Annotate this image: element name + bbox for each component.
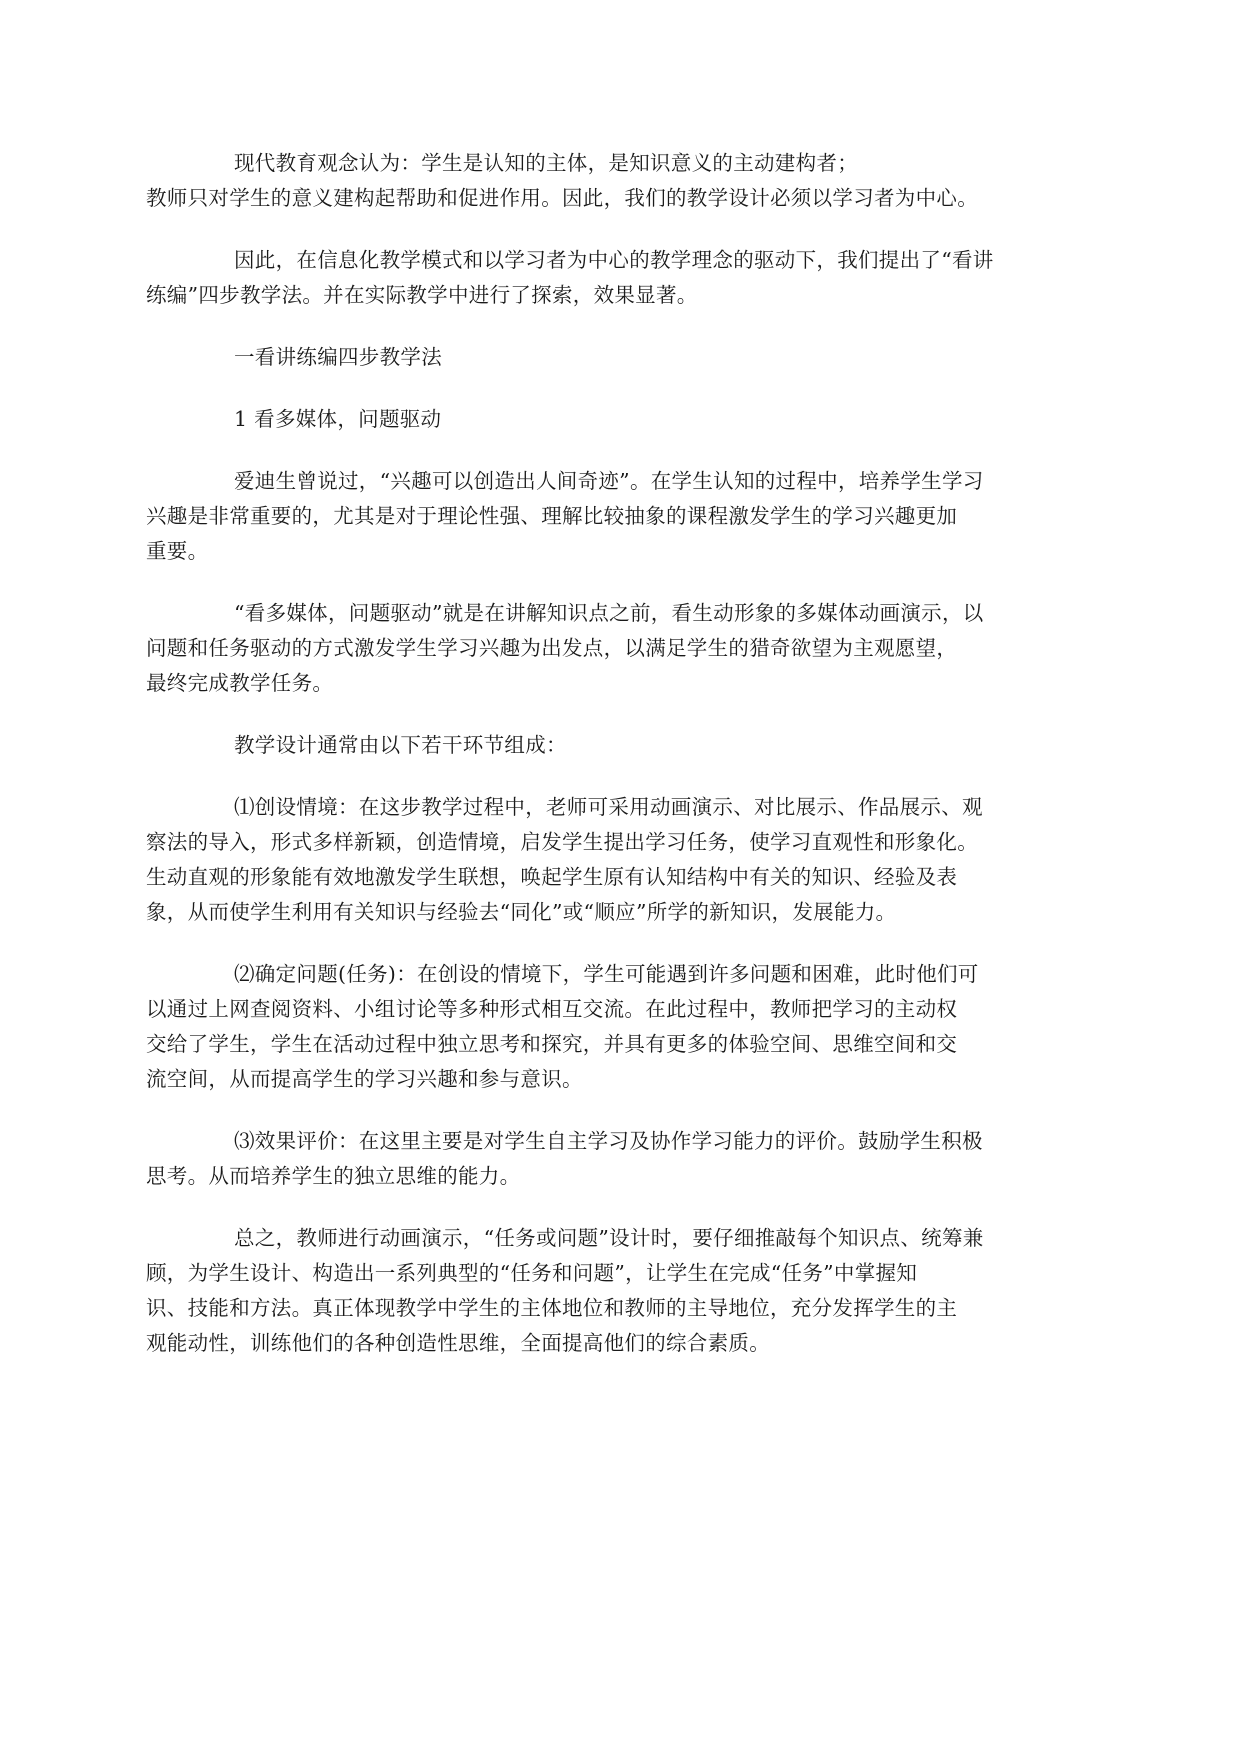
paragraph-conclusion [146, 1221, 1050, 1361]
paragraph-intro [146, 146, 1050, 216]
text-line: 爱迪生曾说过，“兴趣可以创造出人间奇迹”。在学生认知的过程中，培养学生学习 [234, 469, 984, 493]
paragraph-step-3 [146, 1124, 1050, 1194]
subsection-heading [190, 402, 1050, 437]
section-heading [190, 340, 1050, 375]
text-line: 观能动性，训练他们的各种创造性思维，全面提高他们的综合素质。 [146, 1331, 770, 1355]
text-line: 一看讲练编四步教学法 [234, 345, 442, 369]
document-body [146, 146, 1050, 1388]
text-line: 以通过上网查阅资料、小组讨论等多种形式相互交流。在此过程中，教师把学习的主动权 [146, 997, 958, 1021]
text-line: 因此，在信息化教学模式和以学习者为中心的教学理念的驱动下，我们提出了“看讲 [234, 248, 994, 272]
paragraph-step-1 [146, 790, 1050, 930]
text-line: 重要。 [146, 539, 209, 563]
text-line: 教师只对学生的意义建构起帮助和促进作用。因此，我们的教学设计必须以学习者为中心。 [146, 186, 978, 210]
text-line: 练编”四步教学法。并在实际教学中进行了探索，效果显著。 [146, 283, 698, 307]
paragraph-multimedia-driven [146, 596, 1050, 701]
text-line: 象，从而使学生利用有关知识与经验去“同化”或“顺应”所学的新知识，发展能力。 [146, 900, 897, 924]
paragraph-edison-quote [146, 464, 1050, 569]
text-line: 现代教育观念认为：学生是认知的主体，是知识意义的主动建构者； [234, 151, 858, 175]
text-line: 顾，为学生设计、构造出一系列典型的“任务和问题”，让学生在完成“任务”中掌握知 [146, 1261, 918, 1285]
text-line: 最终完成教学任务。 [146, 671, 334, 695]
paragraph-method-proposal [146, 243, 1050, 313]
text-line: 1 看多媒体，问题驱动 [234, 407, 442, 431]
text-line: 思考。从而培养学生的独立思维的能力。 [146, 1164, 521, 1188]
paragraph-step-2 [146, 957, 1050, 1097]
text-line: 生动直观的形象能有效地激发学生联想，唤起学生原有认知结构中有关的知识、经验及表 [146, 865, 958, 889]
text-line: 流空间，从而提高学生的学习兴趣和参与意识。 [146, 1067, 583, 1091]
text-line: 兴趣是非常重要的，尤其是对于理论性强、理解比较抽象的课程激发学生的学习兴趣更加 [146, 504, 958, 528]
text-line: ⑵确定问题(任务)：在创设的情境下，学生可能遇到许多问题和困难，此时他们可 [234, 962, 979, 986]
text-line: 教学设计通常由以下若干环节组成： [234, 733, 567, 757]
text-line: ⑶效果评价：在这里主要是对学生自主学习及协作学习能力的评价。鼓励学生积极 [234, 1129, 983, 1153]
paragraph-design-steps-intro [190, 728, 1050, 763]
text-line: 察法的导入，形式多样新颖，创造情境，启发学生提出学习任务，使学习直观性和形象化。 [146, 830, 978, 854]
text-line: 交给了学生，学生在活动过程中独立思考和探究，并具有更多的体验空间、思维空间和交 [146, 1032, 958, 1056]
text-line: 识、技能和方法。真正体现教学中学生的主体地位和教师的主导地位，充分发挥学生的主 [146, 1296, 958, 1320]
text-line: 问题和任务驱动的方式激发学生学习兴趣为出发点，以满足学生的猎奇欲望为主观愿望， [146, 636, 958, 660]
text-line: 总之，教师进行动画演示，“任务或问题”设计时，要仔细推敲每个知识点、统筹兼 [234, 1226, 984, 1250]
text-line: “看多媒体，问题驱动”就是在讲解知识点之前，看生动形象的多媒体动画演示，以 [234, 601, 984, 625]
text-line: ⑴创设情境：在这步教学过程中，老师可采用动画演示、对比展示、作品展示、观 [234, 795, 983, 819]
